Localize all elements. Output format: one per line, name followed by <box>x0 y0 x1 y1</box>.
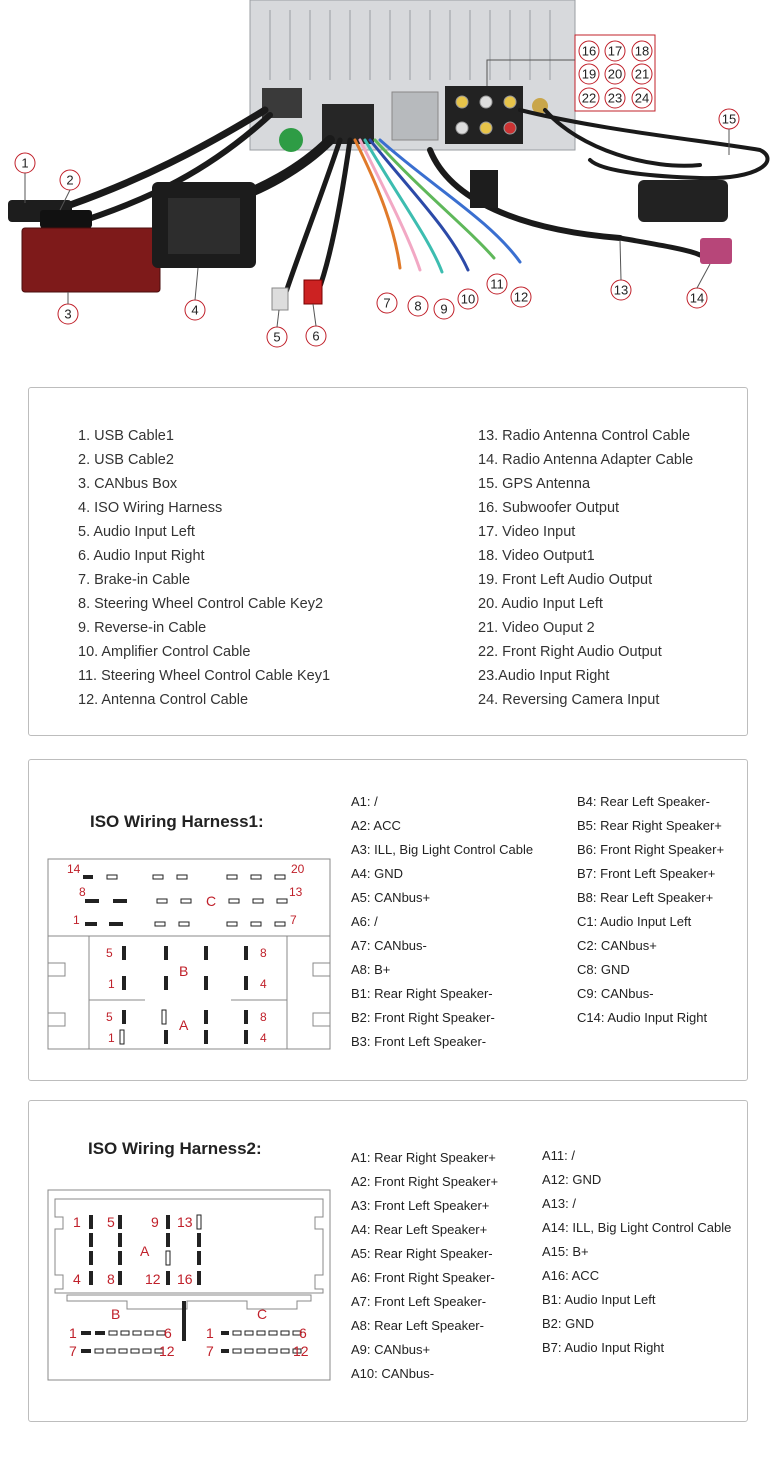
pin-entry: A7: Front Left Speaker- <box>351 1294 487 1309</box>
pin-entry: A3: ILL, Big Light Control Cable <box>351 842 534 857</box>
pin-entry: B1: Audio Input Left <box>542 1292 656 1307</box>
pin-entry: A14: ILL, Big Light Control Cable <box>542 1220 732 1235</box>
pin-entry: A10: CANbus- <box>351 1366 435 1381</box>
h1-label-20: 20 <box>291 862 305 876</box>
legend-left-column <box>78 424 330 712</box>
legend-item: 18. Video Output1 <box>478 548 595 564</box>
pin-entry: A4: GND <box>351 866 404 881</box>
h1-b5: 5 <box>106 946 113 960</box>
h1-a8: 8 <box>260 1010 267 1024</box>
callout-9: 9 <box>440 301 448 317</box>
pin-entry: A4: Rear Left Speaker+ <box>351 1222 488 1237</box>
legend-item: 24. Reversing Camera Input <box>478 692 660 708</box>
h2-p13: 13 <box>177 1214 193 1230</box>
pin-entry: B8: Rear Left Speaker+ <box>577 890 714 905</box>
legend-item: 2. USB Cable2 <box>78 452 174 468</box>
pin-entry: A1: Rear Right Speaker+ <box>351 1150 496 1165</box>
callout-2: 2 <box>66 172 74 188</box>
callout-10: 10 <box>460 291 476 307</box>
h2-b6: 6 <box>164 1325 172 1341</box>
pin-entry: A6: / <box>351 914 378 929</box>
h1-b4: 4 <box>260 977 267 991</box>
h1-label-13: 13 <box>289 885 303 899</box>
callout-8: 8 <box>414 298 422 314</box>
callout-3: 3 <box>64 306 72 322</box>
h2-b1: 1 <box>69 1325 77 1341</box>
pin-entry: A11: / <box>542 1148 576 1163</box>
pin-entry: A16: ACC <box>542 1268 600 1283</box>
pin-entry: A3: Front Left Speaker+ <box>351 1198 490 1213</box>
legend-item: 9. Reverse-in Cable <box>78 620 207 636</box>
legend-item: 12. Antenna Control Cable <box>78 692 249 708</box>
h2-section-b: B <box>111 1306 121 1322</box>
h2-p4: 4 <box>73 1271 81 1287</box>
legend-item: 14. Radio Antenna Adapter Cable <box>478 452 694 468</box>
callout-18: 18 <box>634 43 650 59</box>
usb-plug-2 <box>40 210 92 228</box>
pin-entry: A8: Rear Left Speaker- <box>351 1318 484 1333</box>
h1-section-b: B <box>179 963 189 979</box>
h2-b12: 12 <box>159 1343 175 1359</box>
legend-item: 6. Audio Input Right <box>78 548 205 564</box>
legend-item: 3. CANbus Box <box>78 476 178 492</box>
legend-item: 13. Radio Antenna Control Cable <box>478 428 691 444</box>
h1-a5: 5 <box>106 1010 113 1024</box>
harness1-pins-col2 <box>577 790 724 1030</box>
pin-entry: B2: GND <box>542 1316 595 1331</box>
callout-1: 1 <box>21 155 29 171</box>
h1-a4: 4 <box>260 1031 267 1045</box>
callout-5: 5 <box>273 329 281 345</box>
h1-label-7: 7 <box>290 913 297 927</box>
h1-label-8: 8 <box>79 885 86 899</box>
harness1-diagram <box>47 858 331 1050</box>
antenna-adapter <box>470 170 498 208</box>
legend-item: 16. Subwoofer Output <box>478 500 620 516</box>
h1-label-14: 14 <box>67 862 81 876</box>
fakra-connector <box>700 238 732 264</box>
callout-24: 24 <box>634 90 650 106</box>
callout-15: 15 <box>721 111 737 127</box>
pin-entry: A6: Front Right Speaker- <box>351 1270 495 1285</box>
h2-p5: 5 <box>107 1214 115 1230</box>
h2-c6: 6 <box>299 1325 307 1341</box>
legend-item: 11. Steering Wheel Control Cable Key1 <box>78 668 331 684</box>
callout-22: 22 <box>581 90 597 106</box>
harness1-pins-col1 <box>351 790 533 1054</box>
h2-b7: 7 <box>69 1343 77 1359</box>
callout-20: 20 <box>607 66 623 82</box>
legend-item: 8. Steering Wheel Control Cable Key2 <box>78 596 324 612</box>
pin-entry: B3: Front Left Speaker- <box>351 1034 487 1049</box>
h1-section-a: A <box>179 1017 189 1033</box>
callout-14: 14 <box>689 290 705 306</box>
pin-entry: A2: Front Right Speaker+ <box>351 1174 499 1189</box>
legend-item: 23.Audio Input Right <box>478 668 610 684</box>
harness2-panel <box>28 1100 748 1422</box>
callout-13: 13 <box>613 282 629 298</box>
legend-item: 5. Audio Input Left <box>78 524 195 540</box>
h1-label-1: 1 <box>73 913 80 927</box>
pin-entry: A1: / <box>351 794 378 809</box>
h2-c7: 7 <box>206 1343 214 1359</box>
pin-entry: A2: ACC <box>351 818 401 833</box>
h1-b8: 8 <box>260 946 267 960</box>
callout-12: 12 <box>513 289 529 305</box>
pin-entry: C2: CANbus+ <box>577 938 657 953</box>
pin-entry: C14: Audio Input Right <box>577 1010 708 1025</box>
legend-item: 17. Video Input <box>478 524 576 540</box>
pin-entry: A15: B+ <box>542 1244 589 1259</box>
legend-item: 19. Front Left Audio Output <box>478 572 653 588</box>
pin-entry: A7: CANbus- <box>351 938 427 953</box>
gps-antenna <box>638 180 728 222</box>
pin-entry: A8: B+ <box>351 962 391 977</box>
h2-c1: 1 <box>206 1325 214 1341</box>
legend-panel <box>28 387 748 736</box>
pin-entry: A5: Rear Right Speaker- <box>351 1246 493 1261</box>
callout-16: 16 <box>581 43 597 59</box>
legend-right-column <box>478 424 693 712</box>
legend-item: 10. Amplifier Control Cable <box>78 644 251 660</box>
callout-6: 6 <box>312 328 320 344</box>
pin-entry: A12: GND <box>542 1172 602 1187</box>
pin-entry: C8: GND <box>577 962 630 977</box>
legend-item: 21. Video Ouput 2 <box>478 620 595 636</box>
legend-item: 7. Brake-in Cable <box>78 572 191 588</box>
h2-p9: 9 <box>151 1214 159 1230</box>
harness2-title: ISO Wiring Harness2: <box>88 1139 262 1158</box>
harness1-panel <box>28 759 748 1081</box>
pin-entry: A5: CANbus+ <box>351 890 431 905</box>
callout-23: 23 <box>607 90 623 106</box>
canbus-box <box>22 228 160 292</box>
h2-p1: 1 <box>73 1214 81 1230</box>
h1-b1: 1 <box>108 977 115 991</box>
legend-item: 22. Front Right Audio Output <box>478 644 662 660</box>
harness2-diagram <box>47 1189 331 1381</box>
h2-p8: 8 <box>107 1271 115 1287</box>
pin-entry: B2: Front Right Speaker- <box>351 1010 495 1025</box>
legend-item: 4. ISO Wiring Harness <box>78 500 223 516</box>
h2-p12: 12 <box>145 1271 161 1287</box>
h1-a1: 1 <box>108 1031 115 1045</box>
h2-p16: 16 <box>177 1271 193 1287</box>
pin-entry: B7: Audio Input Right <box>542 1340 665 1355</box>
pin-entry: C1: Audio Input Left <box>577 914 692 929</box>
pin-entry: B1: Rear Right Speaker- <box>351 986 493 1001</box>
pin-entry: B6: Front Right Speaker+ <box>577 842 725 857</box>
rca-plugs <box>272 280 322 310</box>
harness1-title: ISO Wiring Harness1: <box>90 812 264 831</box>
pin-entry: B5: Rear Right Speaker+ <box>577 818 722 833</box>
callout-11: 11 <box>490 276 504 292</box>
callout-17: 17 <box>607 43 623 59</box>
callout-19: 19 <box>581 66 597 82</box>
harness2-pins-col1 <box>351 1146 498 1386</box>
legend-item: 1. USB Cable1 <box>78 428 174 444</box>
wiring-illustration <box>0 0 776 360</box>
legend-item: 20. Audio Input Left <box>478 596 603 612</box>
legend-item: 15. GPS Antenna <box>478 476 591 492</box>
h2-c12: 12 <box>293 1343 309 1359</box>
pin-entry: B4: Rear Left Speaker- <box>577 794 710 809</box>
h2-section-a: A <box>140 1243 150 1259</box>
callout-21: 21 <box>634 66 650 82</box>
iso-connector <box>152 182 256 268</box>
callout-4: 4 <box>191 302 199 318</box>
head-unit-back <box>250 0 575 152</box>
h1-section-c: C <box>206 893 217 909</box>
callout-7: 7 <box>383 295 391 311</box>
harness2-pins-col2 <box>542 1144 731 1360</box>
pin-entry: C9: CANbus- <box>577 986 654 1001</box>
h2-section-c: C <box>257 1306 268 1322</box>
pin-entry: A9: CANbus+ <box>351 1342 431 1357</box>
pin-entry: B7: Front Left Speaker+ <box>577 866 716 881</box>
pin-entry: A13: / <box>542 1196 576 1211</box>
